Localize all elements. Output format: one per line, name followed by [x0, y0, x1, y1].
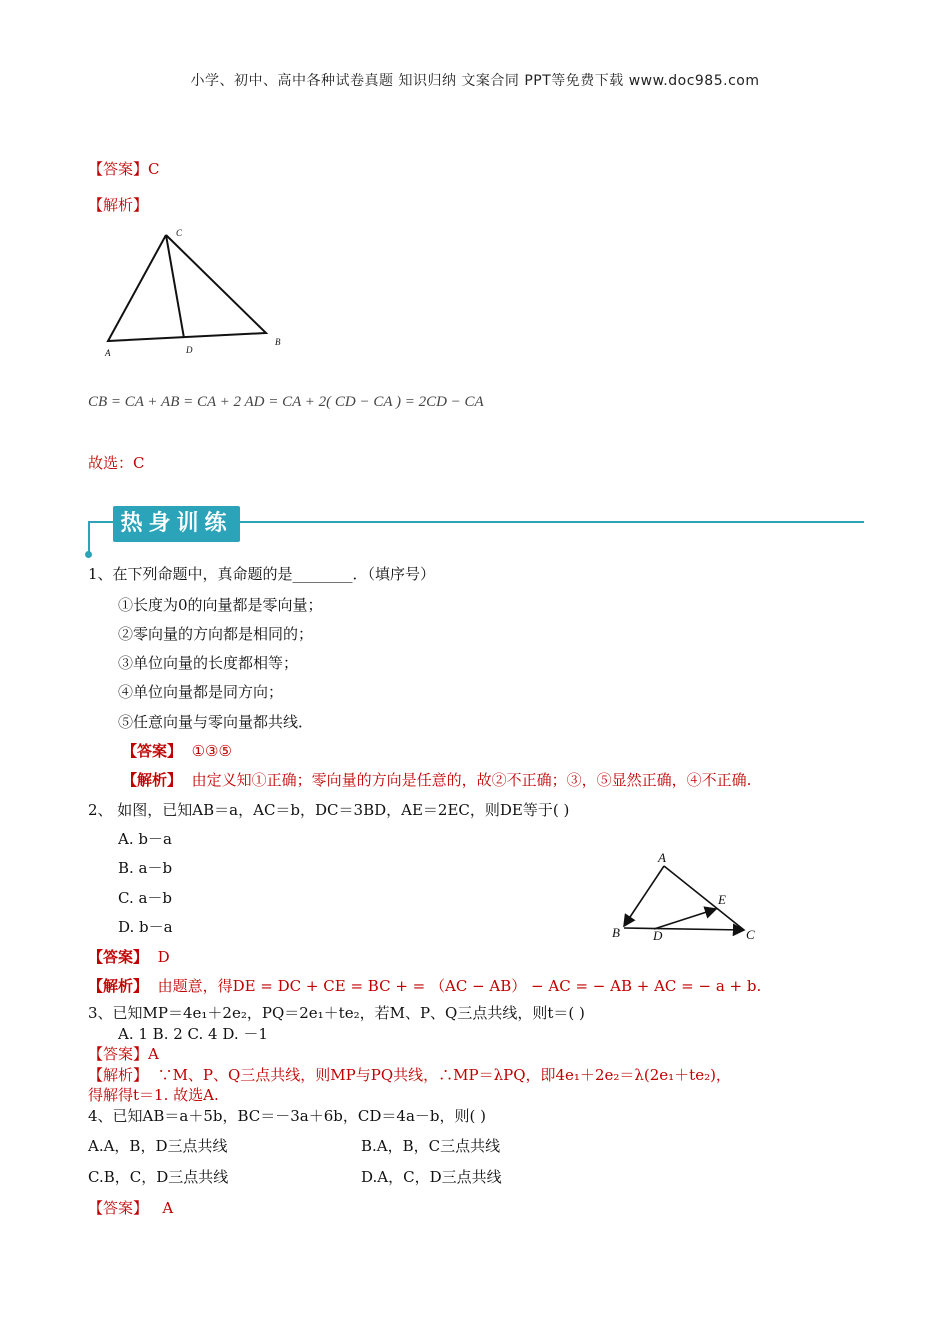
- q2-option-c: C. a－b: [118, 889, 173, 907]
- prev-analysis-label: 【解析】: [88, 196, 149, 214]
- vector-ab: [624, 866, 664, 926]
- prev-answer-value: C: [148, 160, 160, 178]
- prev-answer: [88, 158, 160, 179]
- q4-answer-value: A: [162, 1199, 174, 1217]
- q3-stem: 3、已知MP＝4e₁＋2e₂，PQ＝2e₁＋te₂，若M、P、Q三点共线，则t＝( ): [88, 1004, 585, 1022]
- q3-answer: [88, 1043, 159, 1064]
- banner-vline: [88, 521, 90, 553]
- q3-analysis: [88, 1064, 731, 1085]
- q4-stem: 4、已知AB＝a＋5b，BC＝－3a＋6b，CD＝4a－b，则( ): [88, 1107, 486, 1125]
- q3-analysis-label: 【解析】: [88, 1066, 149, 1084]
- segment-ac: [664, 866, 744, 930]
- triangle-figure: [100, 225, 290, 360]
- q1-option-1: ①长度为0的向量都是零向量；: [118, 596, 323, 614]
- q1-option-5: ⑤任意向量与零向量都共线．: [118, 713, 314, 731]
- q1-option-3: ③单位向量的长度都相等；: [118, 654, 299, 672]
- q2-stem: 2、 如图，已知AB＝a，AC＝b，DC＝3BD，AE＝2EC，则DE等于( ): [88, 801, 570, 819]
- banner-dot: [85, 551, 92, 558]
- segment-bc: [624, 928, 744, 930]
- q2-answer-value: D: [157, 948, 170, 966]
- q1-analysis-text: 由定义知①正确；零向量的方向是任意的，故②不正确；③，⑤显然正确，④不正确.: [191, 771, 752, 789]
- fig-label-a: A: [658, 850, 666, 865]
- q2-option-d: D. b－a: [118, 918, 173, 936]
- prev-formula: CB = CA + AB = CA + 2 AD = CA + 2( CD − CA ) = 2CD − CA: [88, 394, 484, 410]
- vector-de: [654, 909, 716, 929]
- q1-answer: [122, 740, 232, 761]
- q4-answer-label: 【答案】: [88, 1199, 149, 1217]
- fig-label-b: B: [612, 925, 620, 940]
- q3-answer-value: A: [148, 1045, 159, 1063]
- q2-answer: [88, 946, 170, 967]
- q3-answer-label: 【答案】: [88, 1045, 149, 1063]
- q2-answer-label: 【答案】: [88, 948, 149, 966]
- q4-option-d: D.A，C，D三点共线: [361, 1168, 502, 1186]
- label-d: D: [186, 345, 193, 355]
- q2-analysis-text: 由题意，得DE = DC + CE = BC + = （AC − AB） − AC = − AB + AC = − a + b.: [157, 977, 762, 995]
- q2-option-a: A. b－a: [118, 830, 172, 848]
- q1-option-4: ④单位向量都是同方向；: [118, 683, 284, 701]
- q2-option-b: B. a－b: [118, 859, 173, 877]
- q1-answer-value: ①③⑤: [191, 742, 232, 760]
- q4-option-c: C.B，C，D三点共线: [88, 1168, 229, 1186]
- prev-conclusion: 故选：C: [88, 454, 145, 472]
- q3-analysis-text-2: 得解得t＝1. 故选A.: [88, 1086, 219, 1104]
- q2-analysis: [88, 975, 761, 996]
- label-b: B: [275, 337, 281, 347]
- fig-label-e: E: [718, 892, 726, 907]
- q2-figure: [608, 848, 768, 946]
- q3-analysis-text-1: ∵M、P、Q三点共线，则MP与PQ共线，∴MP＝λPQ，即4e₁＋2e₂＝λ(2e₁＋te₂)，: [157, 1066, 731, 1084]
- q3-options: A. 1 B. 2 C. 4 D. －1: [118, 1025, 268, 1043]
- fig-label-d: D: [653, 928, 663, 943]
- q2-analysis-label: 【解析】: [88, 977, 149, 995]
- triangle-outline: [108, 235, 266, 341]
- fig-label-c: C: [746, 927, 755, 942]
- q1-option-2: ②零向量的方向都是相同的；: [118, 625, 314, 643]
- label-c: C: [176, 228, 183, 238]
- q1-analysis: [122, 769, 751, 790]
- section-title: 热身训练: [120, 511, 233, 536]
- q4-option-a: A.A，B，D三点共线: [88, 1137, 228, 1155]
- prev-answer-label: 【答案】: [88, 160, 149, 178]
- q4-option-b: B.A，B，C三点共线: [361, 1137, 501, 1155]
- page-header: 小学、初中、高中各种试卷真题 知识归纳 文案合同 PPT等免费下载 www.doc985.com: [190, 73, 760, 89]
- q4-answer: [88, 1197, 173, 1218]
- q1-answer-label: 【答案】: [122, 742, 183, 760]
- label-a: A: [105, 348, 111, 358]
- q1-stem: 1、在下列命题中，真命题的是________．（填序号）: [88, 565, 436, 583]
- q1-analysis-label: 【解析】: [122, 771, 183, 789]
